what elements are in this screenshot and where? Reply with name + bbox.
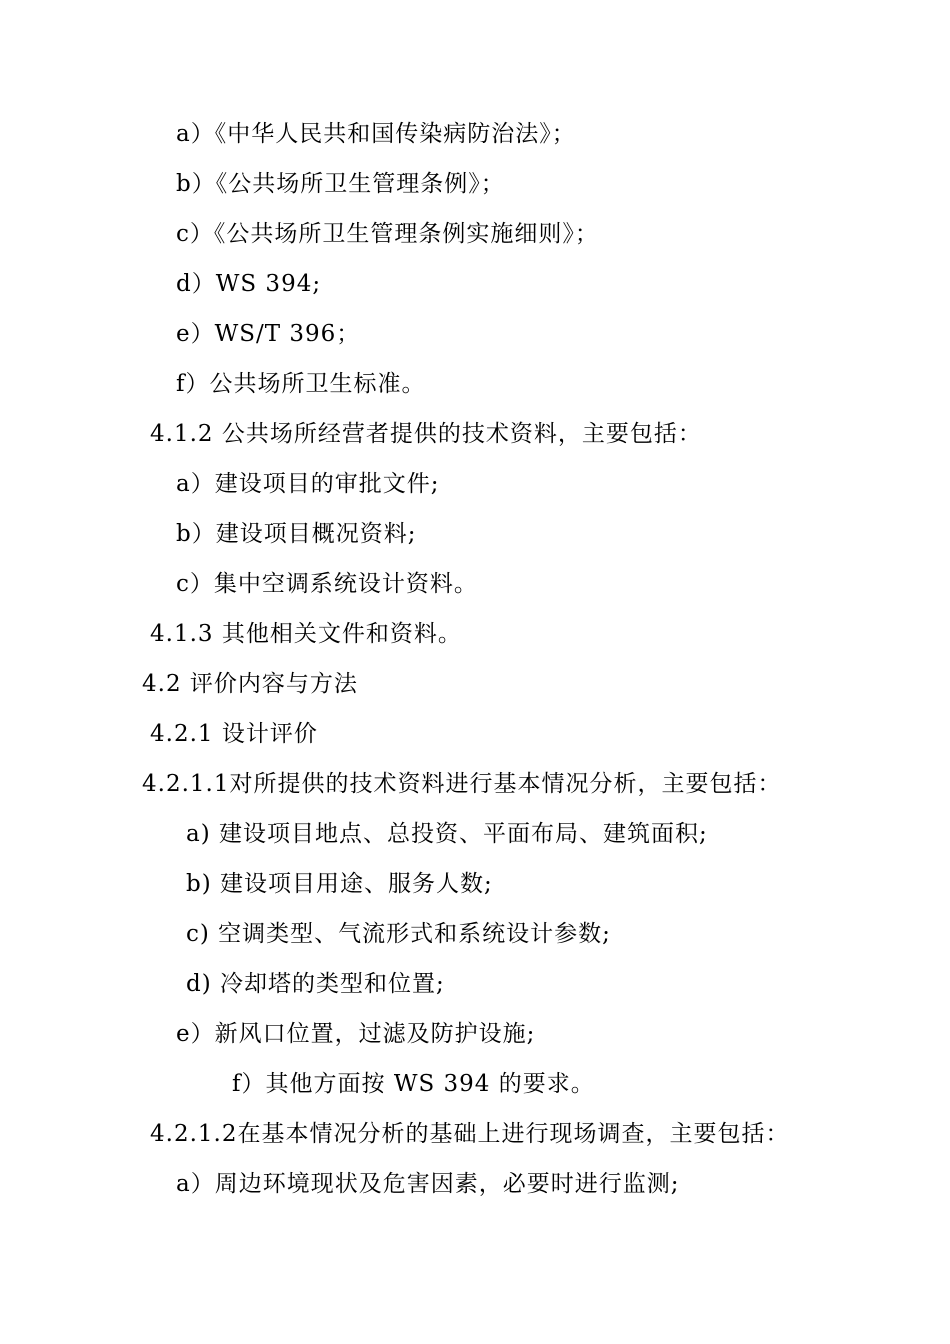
list-item-a-law: a）《中华人民共和国传染病防治法》； [176, 121, 576, 147]
section-4-1-3: 4.1.3 其他相关文件和资料。 [150, 621, 462, 647]
list-item-b-usage: b) 建设项目用途、服务人数; [186, 871, 493, 897]
list-item-a-location: a) 建设项目地点、总投资、平面布局、建筑面积; [186, 821, 708, 847]
section-4-2-1-2: 4.2.1.2在基本情况分析的基础上进行现场调查，主要包括： [150, 1121, 790, 1147]
section-4-1-2: 4.1.2 公共场所经营者提供的技术资料，主要包括： [150, 421, 702, 447]
list-item-c-aircon-type: c) 空调类型、气流形式和系统设计参数; [186, 921, 611, 947]
section-4-2-1-1: 4.2.1.1对所提供的技术资料进行基本情况分析，主要包括： [142, 771, 782, 797]
list-item-a-environment: a）周边环境现状及危害因素，必要时进行监测; [176, 1171, 680, 1197]
section-4-2-heading: 4.2 评价内容与方法 [142, 671, 358, 697]
list-item-d-cooling-tower: d) 冷却塔的类型和位置; [186, 971, 445, 997]
list-item-b-regulation: b）《公共场所卫生管理条例》； [176, 171, 505, 197]
list-item-a-approval: a）建设项目的审批文件; [176, 471, 440, 497]
list-item-f-standard: f）公共场所卫生标准。 [176, 371, 426, 397]
list-item-b-overview: b）建设项目概况资料; [176, 521, 417, 547]
list-item-c-rules: c）《公共场所卫生管理条例实施细则》； [176, 221, 599, 247]
list-item-e-fresh-air: e）新风口位置，过滤及防护设施; [176, 1021, 536, 1047]
list-item-e-wst396: e）WS/T 396； [176, 321, 361, 347]
section-4-2-1: 4.2.1 设计评价 [150, 721, 318, 747]
list-item-c-design: c）集中空调系统设计资料。 [176, 571, 478, 597]
list-item-d-ws394: d）WS 394; [176, 271, 322, 297]
list-item-f-other: f）其他方面按 WS 394 的要求。 [232, 1071, 595, 1097]
